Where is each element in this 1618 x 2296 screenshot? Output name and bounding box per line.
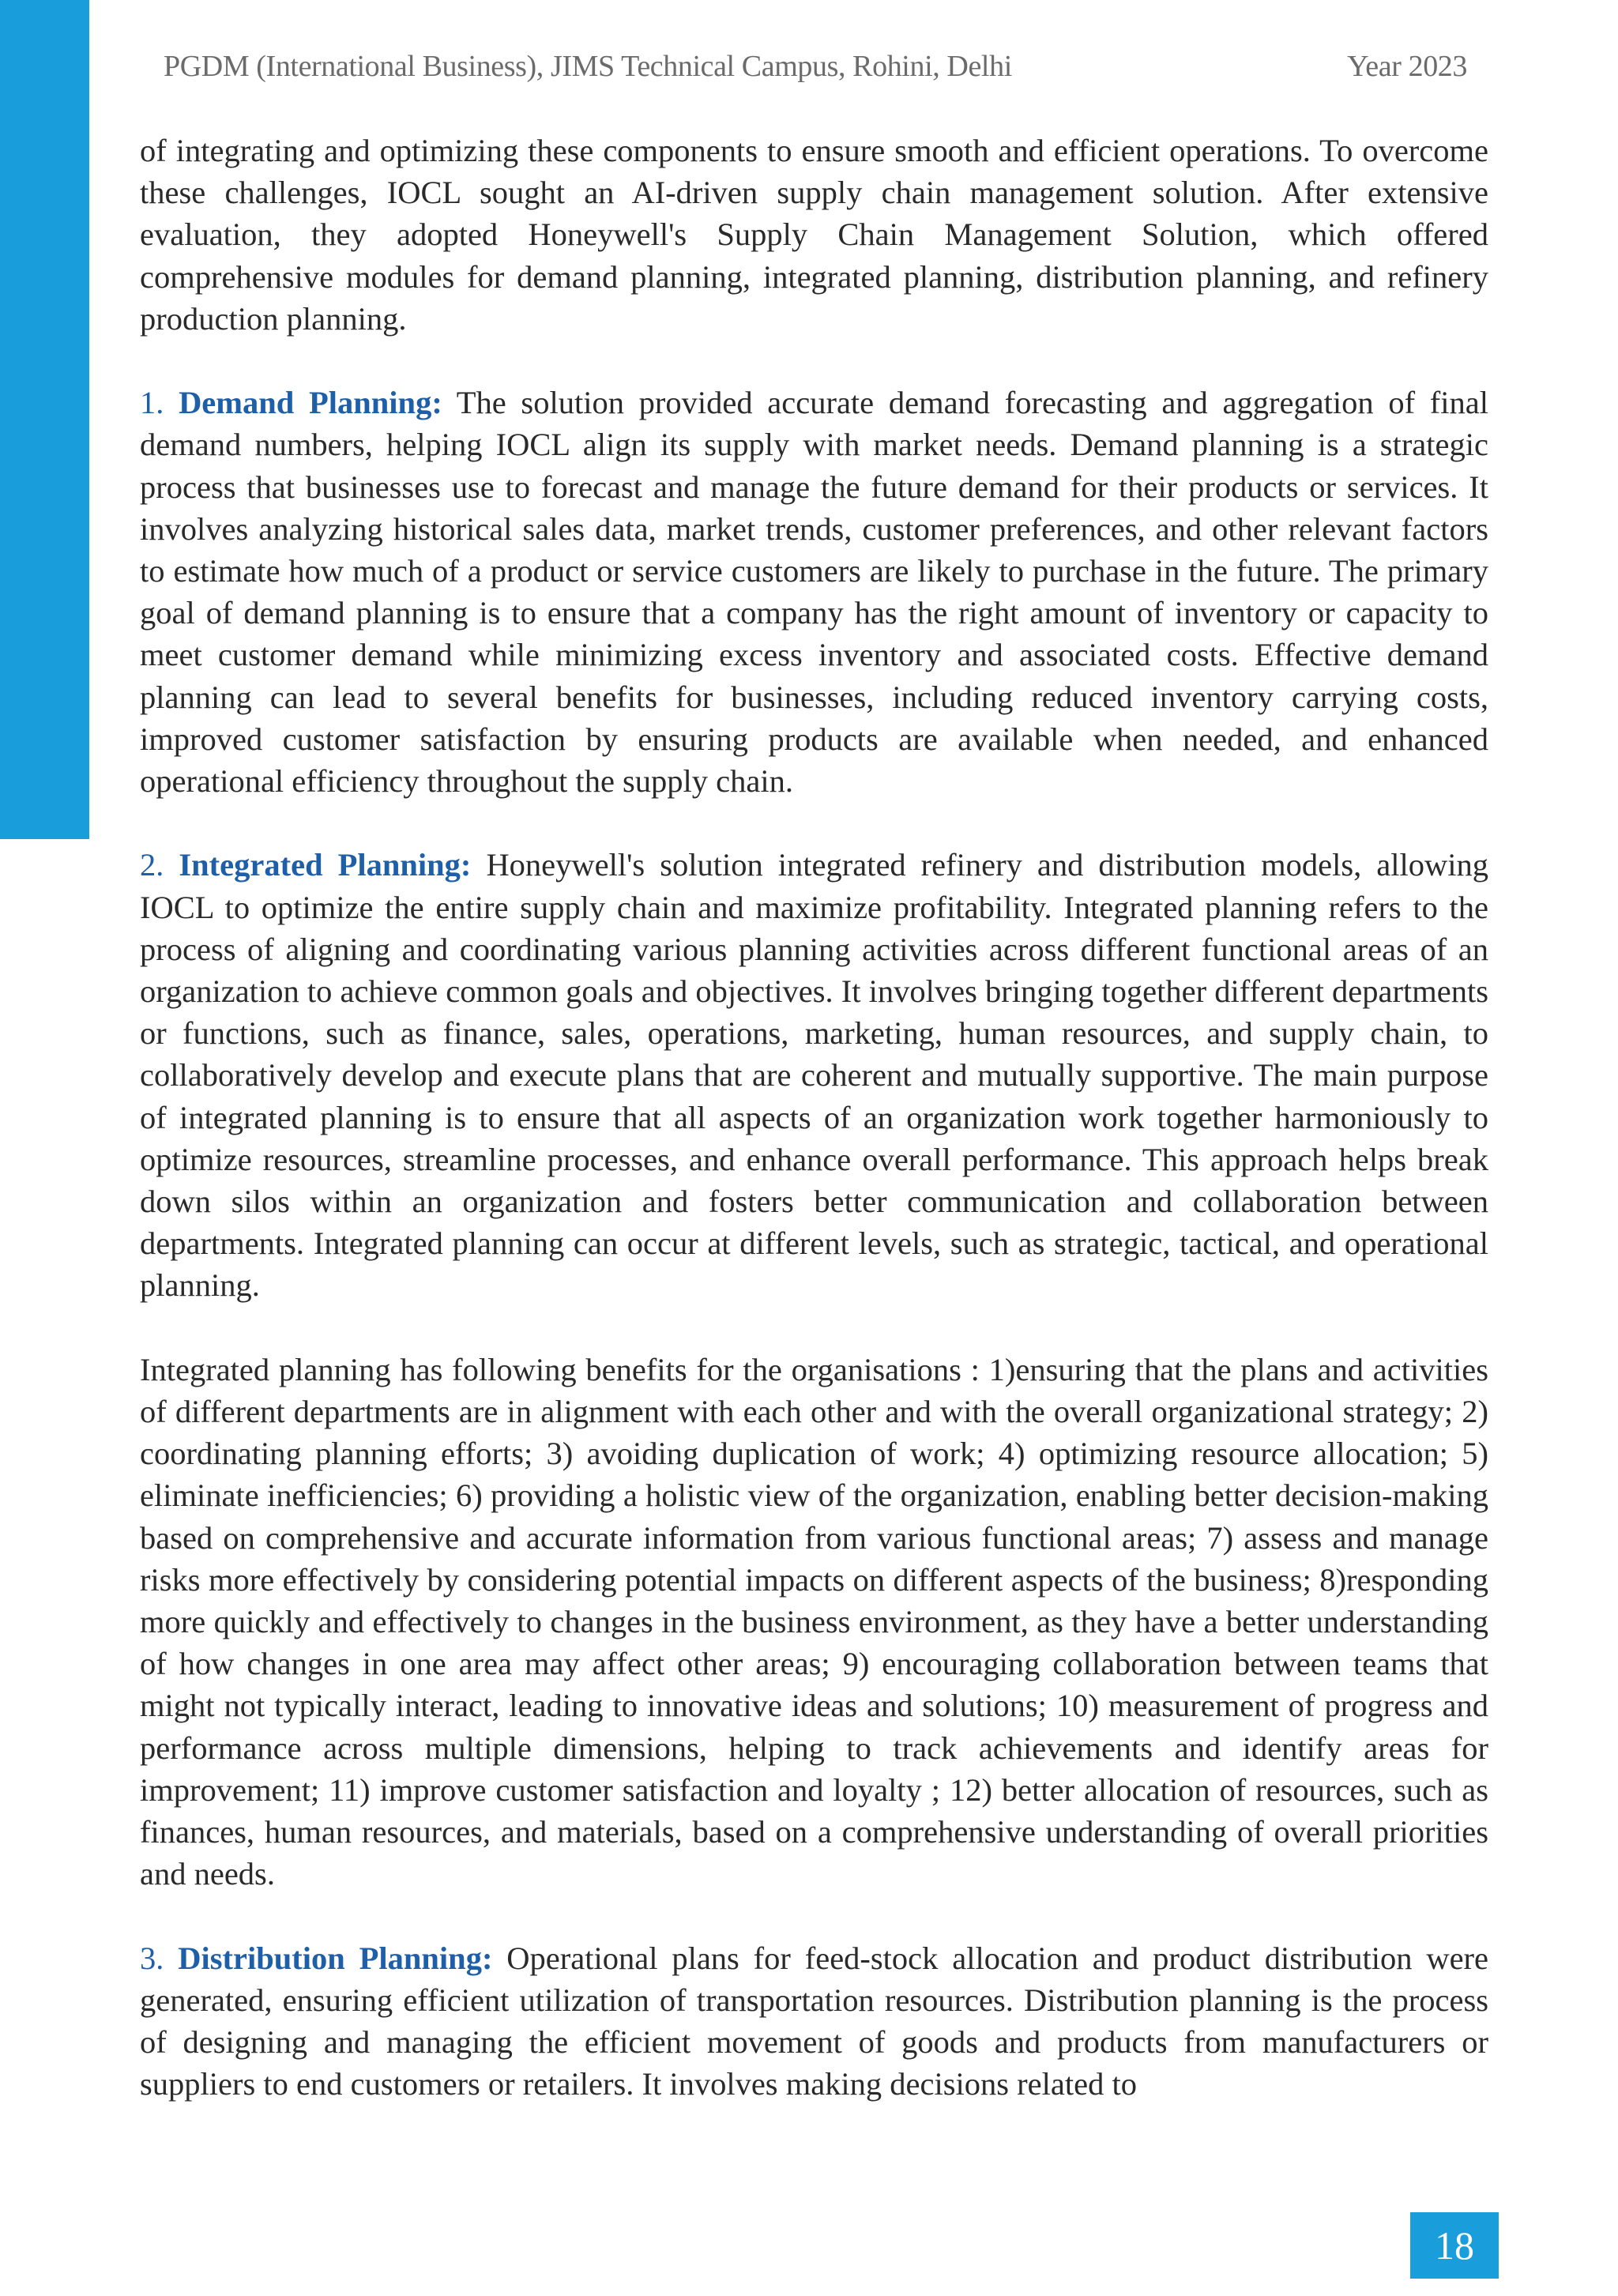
running-header (164, 49, 1467, 93)
demand-text: The solution provided accurate demand forecasting and aggregation of final demand numbers, helping IOCL align its supply with market needs. Demand planning is a strategic process that businesses use to forecast and manage the future demand for their products or services. It involves analyzing historical sales data, market trends, customer preferences, and other relevant factors to estimate how much of a product or service customers are likely to purchase in the future. The primary goal of demand planning is to ensure that a company has the right amount of inventory or capacity to meet customer demand while minimizing excess inventory and associated costs. Effective demand planning can lead to several benefits for businesses, including reduced inventory carrying costs, improved customer satisfaction by ensuring products are available when needed, and enhanced operational efficiency throughout the supply chain. (140, 385, 1488, 800)
side-accent-bar (0, 0, 89, 839)
distribution-text: Operational plans for feed-stock allocation and product distribution were generated, ensuring efficient utilization of transportation resources. Distribution planning is the process of designing and managing the efficient movement of goods and products from manufacturers or suppliers to end customers or retailers. It involves making decisions related to (140, 1940, 1489, 2102)
integrated-heading: Integrated Planning: (179, 847, 472, 883)
demand-number: 1. (140, 385, 164, 421)
integrated-text: Honeywell's solution integrated refinery and distribution models, allowing IOCL to optimize the entire supply chain and maximize profitability. Integrated planning refers to the process of aligning and coordinating various planning activities across different functional areas of an organization to achieve common goals and objectives. It involves bringing together different departments or functions, such as finance, sales, operations, marketing, human resources, and supply chain, to collaboratively develop and execute plans that are coherent and mutually supportive. The main purpose of integrated planning is to ensure that all aspects of an organization work together harmoniously to optimize resources, streamline processes, and enhance overall performance. This approach helps break down silos within an organization and fosters better communication and collaboration between departments. Integrated planning can occur at different levels, such as strategic, tactical, and operational planning. (140, 847, 1488, 1304)
header-year: Year 2023 (1347, 50, 1467, 83)
page-number-badge: 18 (1410, 2212, 1499, 2279)
intro-paragraph: of integrating and optimizing these components to ensure smooth and efficient operations. To overcome these challenges, IOCL sought an AI-driven supply chain management solution. After extensive evaluation, they adopted Honeywell's Supply Chain Management Solution, which offered comprehensive modules for demand planning, integrated planning, distribution planning, and refinery production planning. (140, 133, 1488, 337)
demand-heading: Demand Planning: (179, 385, 442, 421)
header-institution: PGDM (International Business), JIMS Technical Campus, Rohini, Delhi (164, 50, 1012, 83)
distribution-number: 3. (140, 1940, 164, 1976)
benefits-paragraph: Integrated planning has following benefits for the organisations : 1)ensuring that the plans and activities of different departments are in alignment with each other and with the overall organizational strategy; 2) coordinating planning efforts; 3) avoiding duplication of work; 4) optimizing resource allocation; 5) eliminate inefficiencies; 6) providing a holistic view of the organization, enabling better decision-making based on comprehensive and accurate information from various functional areas; 7) assess and manage risks more effectively by considering potential impacts on different aspects of the business; 8)responding more quickly and effectively to changes in the business environment, as they have a better understanding of how changes in one area may affect other areas; 9) encouraging collaboration between teams that might not typically interact, leading to innovative ideas and solutions; 10) measurement of progress and performance across multiple dimensions, helping to track achievements and identify areas for improvement; 11) improve customer satisfaction and loyalty ; 12) better allocation of resources, such as finances, human resources, and materials, based on a comprehensive understanding of overall priorities and needs. (140, 1351, 1488, 1892)
distribution-heading: Distribution Planning: (178, 1940, 493, 1976)
page-body (140, 130, 1488, 2147)
distribution-planning-paragraph (140, 1937, 1488, 2106)
integrated-planning-paragraph (140, 844, 1488, 1306)
demand-planning-paragraph (140, 382, 1488, 802)
integrated-number: 2. (140, 847, 164, 883)
